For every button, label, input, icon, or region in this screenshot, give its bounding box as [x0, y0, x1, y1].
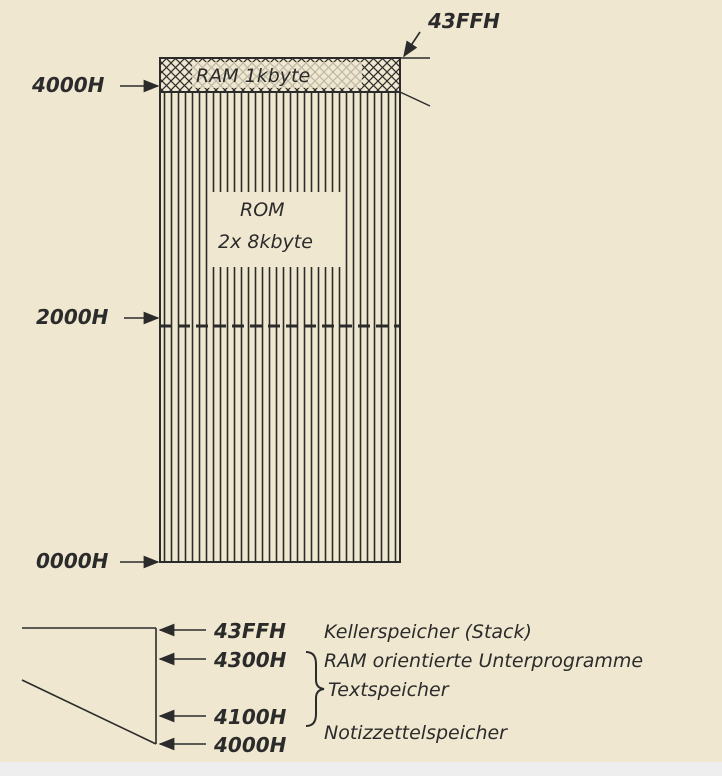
desc-unterprogramme: RAM orientierte Unterprogramme	[324, 650, 644, 672]
detail-address-4000h: 4000H	[214, 733, 287, 757]
detail-slant-line	[22, 680, 156, 744]
desc-notizzettel: Notizzettelspeicher	[324, 722, 507, 744]
rom-size-label: 2x 8kbyte	[218, 231, 313, 253]
rom-label: ROM	[240, 199, 285, 221]
address-0000h: 0000H	[36, 549, 109, 573]
detail-address-4300h: 4300H	[214, 648, 287, 672]
textspeicher-brace	[306, 652, 324, 726]
arrow-43ffh-top	[404, 32, 420, 56]
detail-address-43ffh: 43FFH	[214, 619, 286, 643]
address-2000h: 2000H	[36, 305, 109, 329]
ram-label: RAM 1kbyte	[196, 65, 311, 87]
address-4000h: 4000H	[32, 73, 105, 97]
desc-stack: Kellerspeicher (Stack)	[324, 621, 532, 643]
desc-textspeicher: Textspeicher	[328, 679, 449, 701]
address-43ffh-top: 43FFH	[428, 9, 500, 33]
detail-address-4100h: 4100H	[214, 705, 287, 729]
tick-ram-end	[400, 92, 430, 106]
